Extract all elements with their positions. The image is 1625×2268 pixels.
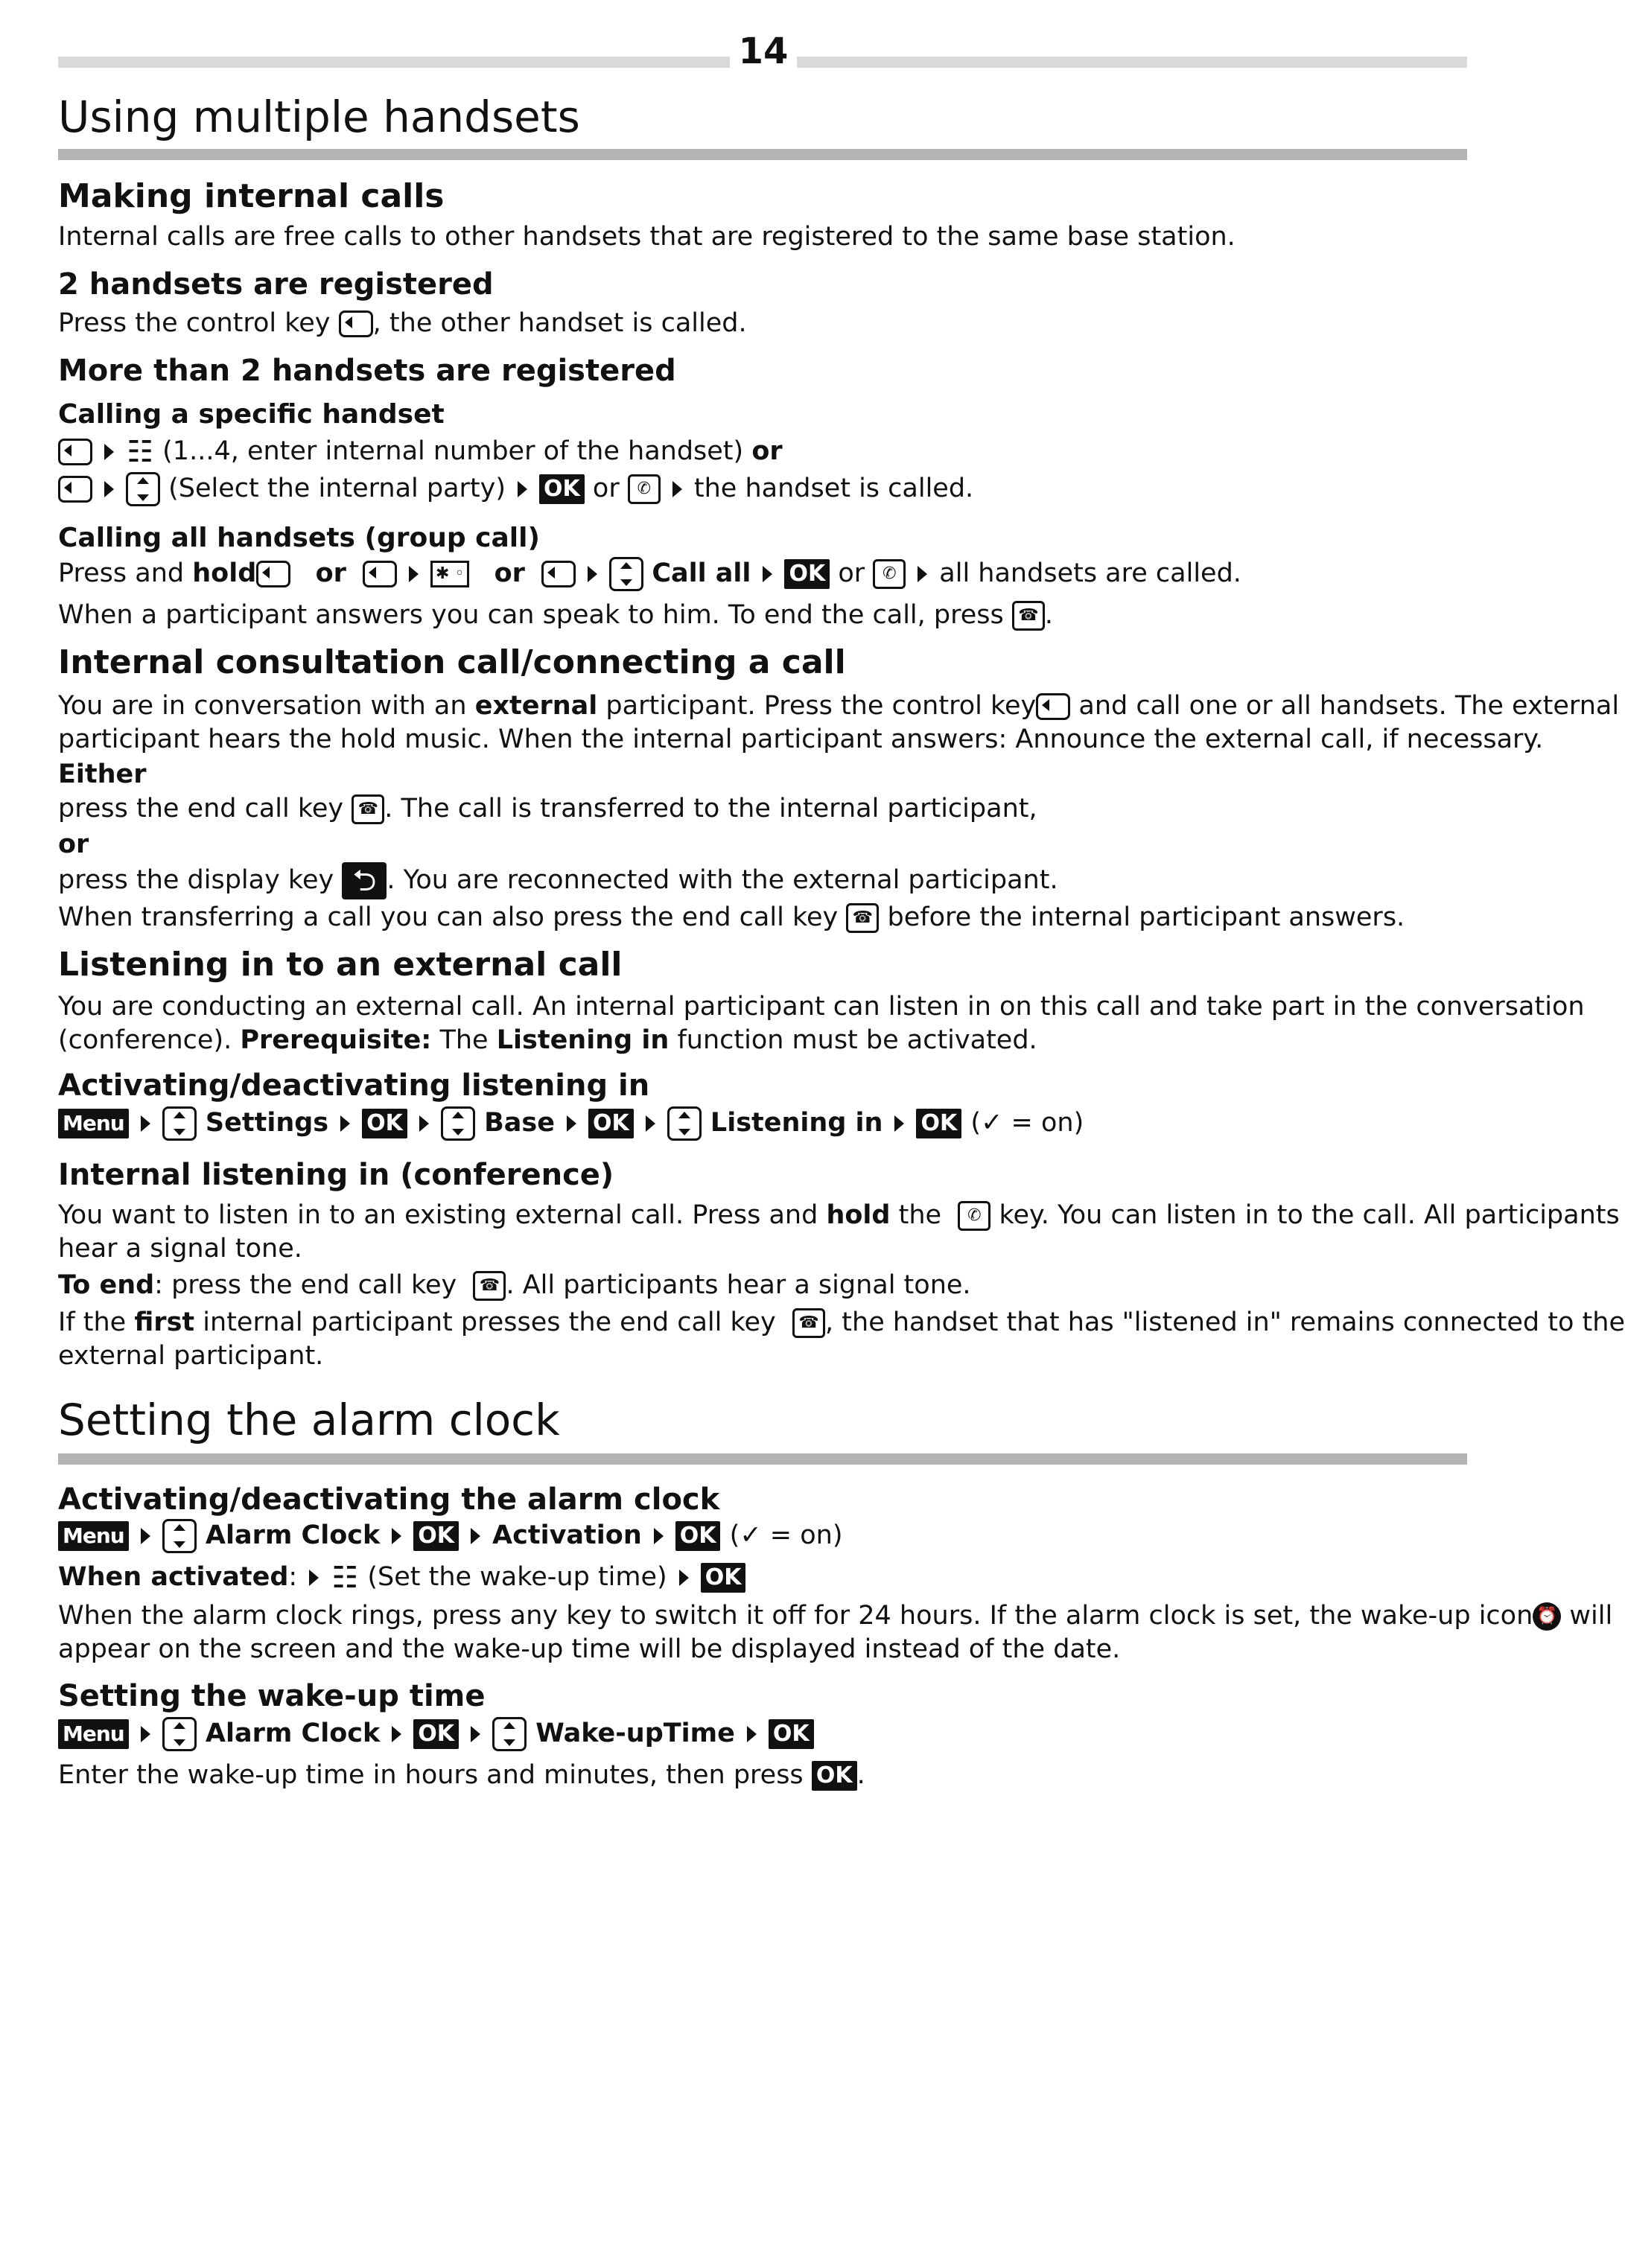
or-label: or [58,829,89,859]
alarm-clock-icon: ⏰ [1533,1602,1561,1631]
group-call-line: Press and hold or ✱ ◦ or Call all OK or ✆ all handsets are called. [58,557,1467,591]
control-key-icon [1036,693,1070,720]
consult-p4: press the display key ⮌ . You are reconnected with the external participant. [58,864,1058,898]
alarm-ring-p2: appear on the screen and the wake-up time will be displayed instead of the date. [58,1634,1121,1664]
ok-key-icon: OK [701,1563,746,1593]
arrow-icon [654,1528,664,1544]
ok-key-icon: OK [362,1109,407,1138]
control-key-icon [58,476,92,503]
navigation-key-icon [162,1519,197,1553]
listen-p2: (conference). Prerequisite: The Listening in function must be activated. [58,1025,1037,1055]
section-title-multiple-handsets: Using multiple handsets [58,92,580,142]
talk-key-icon: ✆ [873,559,906,589]
arrow-icon [763,566,772,582]
control-key-icon [58,439,92,465]
arrow-icon [747,1726,757,1742]
ok-key-icon: OK [539,474,585,504]
arrow-icon [567,1115,576,1132]
heading-conference: Internal listening in (conference) [58,1158,614,1192]
heading-making-internal-calls: Making internal calls [58,177,445,215]
heading-activating-alarm: Activating/deactivating the alarm clock [58,1482,720,1517]
arrow-icon [471,1528,480,1544]
heading-setting-wakeup: Setting the wake-up time [58,1679,486,1713]
specific-line-1: ☷ (1...4, enter internal number of the handset) or [58,435,1467,468]
control-key-icon [363,561,397,587]
conf-p5: external participant. [58,1341,324,1371]
arrow-icon [518,481,527,497]
page-number: 14 [738,31,789,72]
navigation-key-icon [162,1717,197,1751]
arrow-icon [392,1528,401,1544]
enter-wakeup-text: Enter the wake-up time in hours and minutes, then press OK . [58,1760,865,1790]
arrow-icon [646,1115,655,1132]
ok-key-icon: OK [769,1719,814,1749]
arrow-icon [141,1726,150,1742]
heading-calling-specific: Calling a specific handset [58,399,445,430]
arrow-icon [104,444,114,460]
heading-listening-in: Listening in to an external call [58,946,623,984]
section-title-alarm-clock: Setting the alarm clock [58,1395,560,1445]
arrow-icon [104,481,114,497]
navigation-key-icon [492,1717,527,1751]
end-call-key-icon: ☎ [473,1271,506,1301]
arrow-icon [141,1115,150,1132]
two-handsets-text: Press the control key , the other handset is called. [58,308,747,338]
page-header [58,28,1467,74]
navigation-key-icon [667,1106,702,1141]
arrow-icon [409,566,419,582]
ok-key-icon: OK [812,1761,857,1791]
consult-p1: You are in conversation with an external participant. Press the control key and call one or all handsets. The external [58,691,1620,721]
end-call-key-icon: ☎ [846,903,879,933]
arrow-icon [309,1570,319,1586]
arrow-icon [672,481,682,497]
menu-key-icon: Menu [58,1719,129,1749]
heading-consultation: Internal consultation call/connecting a call [58,643,846,681]
heading-two-handsets: 2 handsets are registered [58,267,494,302]
keypad-icon: ☷ [331,1561,359,1595]
navigation-key-icon [126,472,160,506]
back-display-key-icon: ⮌ [342,862,387,899]
consult-p5: When transferring a call you can also press the end call key ☎ before the internal participant answers. [58,902,1405,932]
listening-menu-path: Menu Settings OK Base OK Listening in OK (✓ = on) [58,1106,1467,1141]
control-key-icon [339,310,373,337]
arrow-icon [679,1570,689,1586]
section-rule [58,149,1467,160]
answer-text: When a participant answers you can speak to him. To end the call, press ☎ . [58,600,1054,630]
heading-more-handsets: More than 2 handsets are registered [58,354,676,388]
navigation-key-icon [441,1106,475,1141]
ok-key-icon: OK [675,1521,721,1551]
consult-p3: press the end call key ☎ . The call is transferred to the internal participant, [58,794,1037,824]
intro-text: Internal calls are free calls to other handsets that are registered to the same base station. [58,222,1236,252]
ok-key-icon: OK [916,1109,961,1138]
when-activated-line: When activated: ☷ (Set the wake-up time) OK [58,1561,1467,1594]
either-label: Either [58,759,147,789]
listen-p1: You are conducting an external call. An internal participant can listen in on this call and take part in the conversation [58,992,1585,1022]
conf-p1: You want to listen in to an existing external call. Press and hold the ✆ key. You can listen in to the call. All participants [58,1200,1620,1230]
conf-p2: hear a signal tone. [58,1234,302,1264]
section-rule [58,1453,1467,1465]
arrow-icon [471,1726,480,1742]
navigation-key-icon [162,1106,197,1141]
wakeup-menu-path: Menu Alarm Clock OK Wake-upTime OK [58,1717,1467,1751]
menu-key-icon: Menu [58,1109,129,1138]
talk-key-icon: ✆ [958,1201,990,1231]
header-bar-left [58,57,730,68]
talk-key-icon: ✆ [628,474,661,504]
ok-key-icon: OK [413,1521,459,1551]
ok-key-icon: OK [588,1109,634,1138]
arrow-icon [894,1115,904,1132]
consult-p2: participant hears the hold music. When the internal participant answers: Announce the external call, if necessary. [58,724,1544,754]
alarm-menu-path: Menu Alarm Clock OK Activation OK (✓ = on) [58,1519,1467,1553]
conf-p3: To end: press the end call key ☎ . All participants hear a signal tone. [58,1270,971,1300]
specific-line-2: (Select the internal party) OK or ✆ the handset is called. [58,472,1467,506]
arrow-icon [419,1115,429,1132]
arrow-icon [141,1528,150,1544]
end-call-key-icon: ☎ [1012,601,1045,631]
heading-group-call: Calling all handsets (group call) [58,523,540,553]
arrow-icon [588,566,597,582]
navigation-key-icon [609,557,643,591]
ok-key-icon: OK [413,1719,459,1749]
ok-key-icon: OK [784,559,830,589]
menu-key-icon: Menu [58,1521,129,1551]
conf-p4: If the first internal participant presses the end call key ☎ , the handset that has "listened in" remains connected to the [58,1307,1625,1337]
alarm-ring-p1: When the alarm clock rings, press any key to switch it off for 24 hours. If the alarm clock is set, the wake-up icon ⏰ will [58,1601,1613,1631]
header-bar-right [797,57,1467,68]
control-key-icon [256,561,290,587]
arrow-icon [392,1726,401,1742]
end-call-key-icon: ☎ [352,794,384,824]
keypad-icon: ☷ [127,435,153,469]
arrow-icon [918,566,927,582]
end-call-key-icon: ☎ [792,1308,825,1338]
control-key-icon [541,561,576,587]
heading-activating-listening: Activating/deactivating listening in [58,1068,650,1103]
star-key-icon: ✱ ◦ [430,561,469,587]
arrow-icon [340,1115,350,1132]
